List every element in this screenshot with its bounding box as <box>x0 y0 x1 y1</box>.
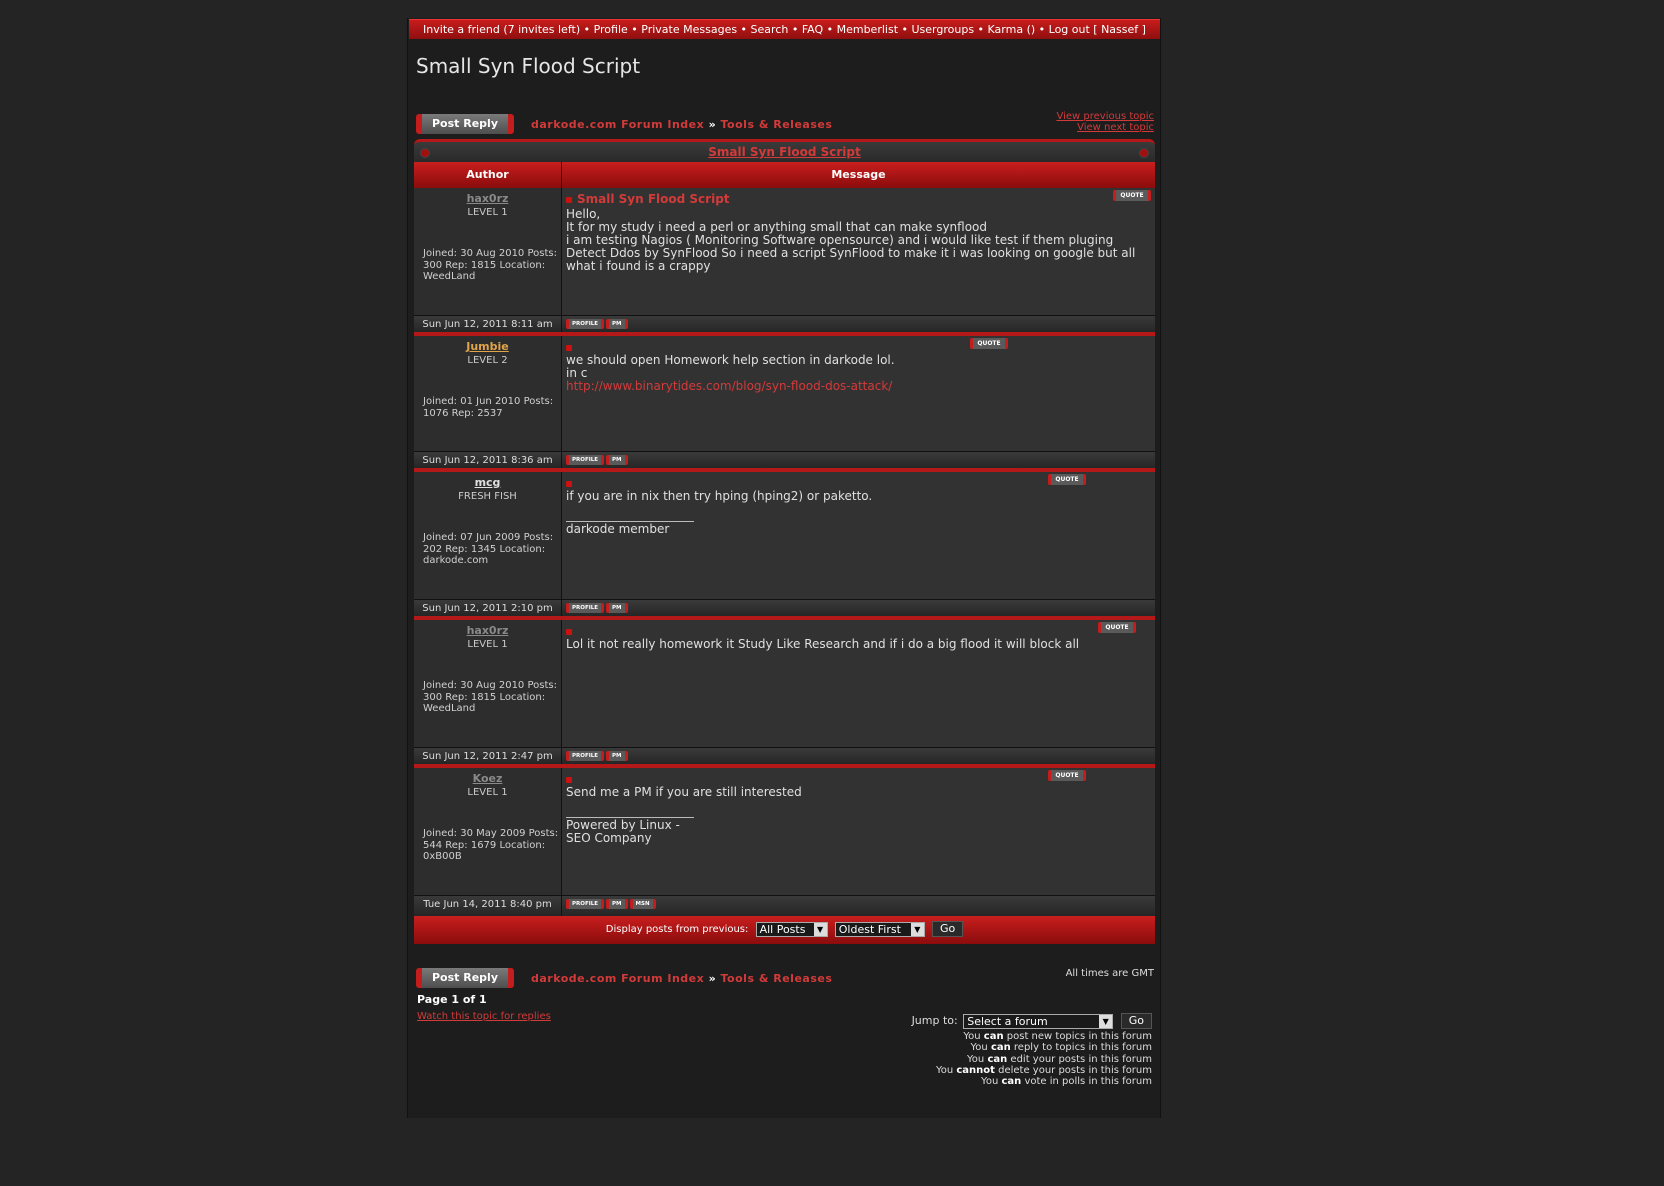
pm-button[interactable]: PM <box>606 319 628 329</box>
user-location: Location: 0xB00B <box>423 839 546 862</box>
user-rep: Rep: 1815 <box>445 691 497 703</box>
sort-order-select[interactable] <box>835 922 925 937</box>
posts-range-select[interactable] <box>756 922 828 937</box>
user-details <box>423 532 561 567</box>
user-joined: Joined: 30 Aug 2010 <box>423 680 525 691</box>
profile-button[interactable]: PROFILE <box>566 751 604 761</box>
quote-button[interactable]: QUOTE <box>1098 622 1136 633</box>
permission-line: You can vote in polls in this forum <box>981 1076 1152 1088</box>
user-post-count: Posts: 300 <box>423 248 557 271</box>
breadcrumb-tools-releases[interactable]: Tools & Releases <box>720 972 833 985</box>
profile-button[interactable]: PROFILE <box>566 455 604 465</box>
user-joined: Joined: 01 Jun 2010 <box>423 396 521 407</box>
post-bullet-icon <box>566 481 572 487</box>
username-link[interactable]: mcg <box>474 476 501 489</box>
username-link[interactable]: Koez <box>472 772 503 785</box>
post-row <box>414 188 1155 316</box>
post-message <box>562 768 1155 895</box>
previous-topic-link[interactable]: View previous topic <box>1056 111 1154 122</box>
profile-button[interactable]: PROFILE <box>566 603 604 613</box>
user-rank: FRESH FISH <box>458 491 517 502</box>
quote-button[interactable]: QUOTE <box>1048 474 1086 485</box>
posts-table <box>414 139 1155 944</box>
post-text-line: Send me a PM if you are still interested <box>566 785 802 799</box>
permission-line: You can post new topics in this forum <box>963 1031 1152 1042</box>
pm-button[interactable]: PM <box>606 603 628 613</box>
post-bullet-icon <box>566 197 572 203</box>
user-joined: Joined: 30 Aug 2010 <box>423 248 525 259</box>
pm-button[interactable]: PM <box>606 455 628 465</box>
quote-button[interactable]: QUOTE <box>970 338 1008 349</box>
jump-to-label: Jump to: <box>911 1014 958 1027</box>
display-posts-label: Display posts from previous: <box>605 924 749 935</box>
corner-dot-icon <box>420 148 430 158</box>
permission-line: You can edit your posts in this forum <box>967 1053 1152 1065</box>
post-footer <box>414 600 1155 620</box>
post-reply-button[interactable]: Post Reply <box>416 114 514 134</box>
post-message <box>562 620 1155 747</box>
user-post-count: Posts: 300 <box>423 680 557 703</box>
corner-dot-icon <box>1139 148 1149 158</box>
post-author-panel <box>414 472 562 599</box>
posts-range-value: All Posts <box>759 922 806 936</box>
breadcrumb-forum-index[interactable]: darkode.com Forum Index <box>531 972 705 985</box>
msn-button[interactable]: MSN <box>630 899 656 909</box>
watch-topic-link[interactable]: Watch this topic for replies <box>417 1011 551 1022</box>
jump-go-button[interactable]: Go <box>1121 1013 1152 1029</box>
user-joined: Joined: 07 Jun 2009 <box>423 532 521 543</box>
user-location: Location: darkode.com <box>423 543 546 566</box>
breadcrumb-separator: » <box>708 118 717 131</box>
post-message <box>562 188 1155 315</box>
post-text-line: in c <box>566 366 588 380</box>
user-post-count: Posts: 544 <box>423 828 559 851</box>
post-row <box>414 336 1155 452</box>
top-action-bar <box>416 111 1154 136</box>
breadcrumb-forum-index[interactable]: darkode.com Forum Index <box>531 118 705 131</box>
post-signature: darkode member <box>566 521 694 536</box>
dropdown-arrow-icon: ▼ <box>1099 1015 1112 1028</box>
bottom-action-bar <box>416 968 1154 990</box>
jump-forum-select[interactable] <box>963 1014 1113 1029</box>
user-location: Location: WeedLand <box>423 259 546 282</box>
post-subject: Small Syn Flood Script <box>577 192 730 206</box>
user-post-count: Posts: 202 <box>423 532 554 555</box>
post-bullet-icon <box>566 345 572 351</box>
jump-to-bar <box>912 1013 1152 1029</box>
jump-forum-value: Select a forum <box>967 1014 1048 1028</box>
post-footer <box>414 896 1155 916</box>
author-column-header: Author <box>414 162 562 188</box>
username-link[interactable]: Jumbie <box>466 340 509 353</box>
user-details <box>423 828 561 863</box>
timezone-note: All times are GMT <box>1065 968 1154 979</box>
user-rank: LEVEL 1 <box>467 639 508 650</box>
dropdown-arrow-icon: ▼ <box>911 923 924 936</box>
user-rep: Rep: 2537 <box>451 407 503 419</box>
page-container <box>407 18 1161 1118</box>
page-title: Small Syn Flood Script <box>416 54 641 78</box>
profile-button[interactable]: PROFILE <box>566 899 604 909</box>
message-column-header: Message <box>831 168 886 181</box>
post-link[interactable]: http://www.binarytides.com/blog/syn-flood-dos-attack/ <box>566 379 893 393</box>
post-timestamp: Sun Jun 12, 2011 8:11 am <box>414 316 562 332</box>
post-text-line: if you are in nix then try hping (hping2) or paketto. <box>566 489 873 503</box>
post-timestamp: Sun Jun 12, 2011 2:10 pm <box>414 600 562 616</box>
post-text-line: It for my study i need a perl or anything small that can make synflood <box>566 220 988 234</box>
user-rank: LEVEL 2 <box>467 355 508 366</box>
post-row <box>414 620 1155 748</box>
post-signature: Powered by Linux - SEO Company <box>566 817 694 845</box>
post-author-panel <box>414 336 562 451</box>
user-rank: LEVEL 1 <box>467 787 508 798</box>
post-text-line: we should open Homework help section in darkode lol. <box>566 353 895 367</box>
pm-button[interactable]: PM <box>606 899 628 909</box>
post-timestamp: Sun Jun 12, 2011 2:47 pm <box>414 748 562 764</box>
user-rep: Rep: 1345 <box>445 543 497 555</box>
user-post-count: Posts: 1076 <box>423 396 554 419</box>
page-indicator: Page 1 of 1 <box>417 993 487 1006</box>
username-link[interactable]: hax0rz <box>466 192 509 205</box>
breadcrumb-separator: » <box>708 972 717 985</box>
topic-header <box>414 139 1155 162</box>
user-details <box>423 248 561 283</box>
permission-line: You cannot delete your posts in this forum <box>935 1064 1152 1076</box>
post-message <box>562 472 1155 599</box>
post-row <box>414 472 1155 600</box>
quote-button[interactable]: QUOTE <box>1113 190 1151 201</box>
post-text-line: Hello, <box>566 207 601 221</box>
next-topic-link[interactable]: View next topic <box>1077 122 1154 133</box>
post-author-panel <box>414 188 562 315</box>
profile-button[interactable]: PROFILE <box>566 319 604 329</box>
user-details <box>423 396 561 419</box>
user-rank: LEVEL 1 <box>467 207 508 218</box>
display-options-bar <box>414 916 1155 944</box>
user-details <box>423 680 561 715</box>
sort-order-value: Oldest First <box>838 922 901 936</box>
post-text-line: Lol it not really homework it Study Like Research and if i do a big flood it will block all <box>566 637 1080 651</box>
topic-navigation <box>1056 111 1154 133</box>
user-joined: Joined: 30 May 2009 <box>423 828 526 839</box>
post-author-panel <box>414 768 562 895</box>
user-location: Location: WeedLand <box>423 691 546 714</box>
post-footer <box>414 316 1155 336</box>
post-footer <box>414 452 1155 472</box>
post-author-panel <box>414 620 562 747</box>
dropdown-arrow-icon: ▼ <box>814 923 827 936</box>
column-headers <box>414 162 1155 188</box>
post-bullet-icon <box>566 777 572 783</box>
post-text-line: i am testing Nagios ( Monitoring Software opensource) and i would like test if them pluging Detect Ddos by SynFlood So i need a script SynFlood to make it i was looking on google but all what i found is a crappy <box>566 233 1136 273</box>
top-navigation[interactable] <box>409 19 1160 39</box>
user-rep: Rep: 1679 <box>445 839 497 851</box>
breadcrumb-tools-releases[interactable]: Tools & Releases <box>720 118 833 131</box>
post-reply-button[interactable]: Post Reply <box>416 968 514 988</box>
post-timestamp: Tue Jun 14, 2011 8:40 pm <box>414 896 562 916</box>
quote-button[interactable]: QUOTE <box>1048 770 1086 781</box>
post-timestamp: Sun Jun 12, 2011 8:36 am <box>414 452 562 468</box>
post-message <box>562 336 1155 451</box>
display-go-button[interactable]: Go <box>932 921 963 937</box>
top-navigation-links[interactable]: Invite a friend (7 invites left) • Profile • Private Messages • Search • FAQ • Memberlist • Usergroups • Karma () • Log out [ Nassef ] <box>423 23 1146 36</box>
post-footer <box>414 748 1155 768</box>
post-bullet-icon <box>566 629 572 635</box>
breadcrumb <box>531 118 832 131</box>
permission-line: You can reply to topics in this forum <box>970 1042 1152 1054</box>
permissions-list <box>936 1031 1152 1087</box>
username-link[interactable]: hax0rz <box>466 624 509 637</box>
topic-title-link[interactable]: Small Syn Flood Script <box>708 145 861 159</box>
pm-button[interactable]: PM <box>606 751 628 761</box>
post-row <box>414 768 1155 896</box>
user-rep: Rep: 1815 <box>445 259 497 271</box>
breadcrumb <box>531 972 832 985</box>
